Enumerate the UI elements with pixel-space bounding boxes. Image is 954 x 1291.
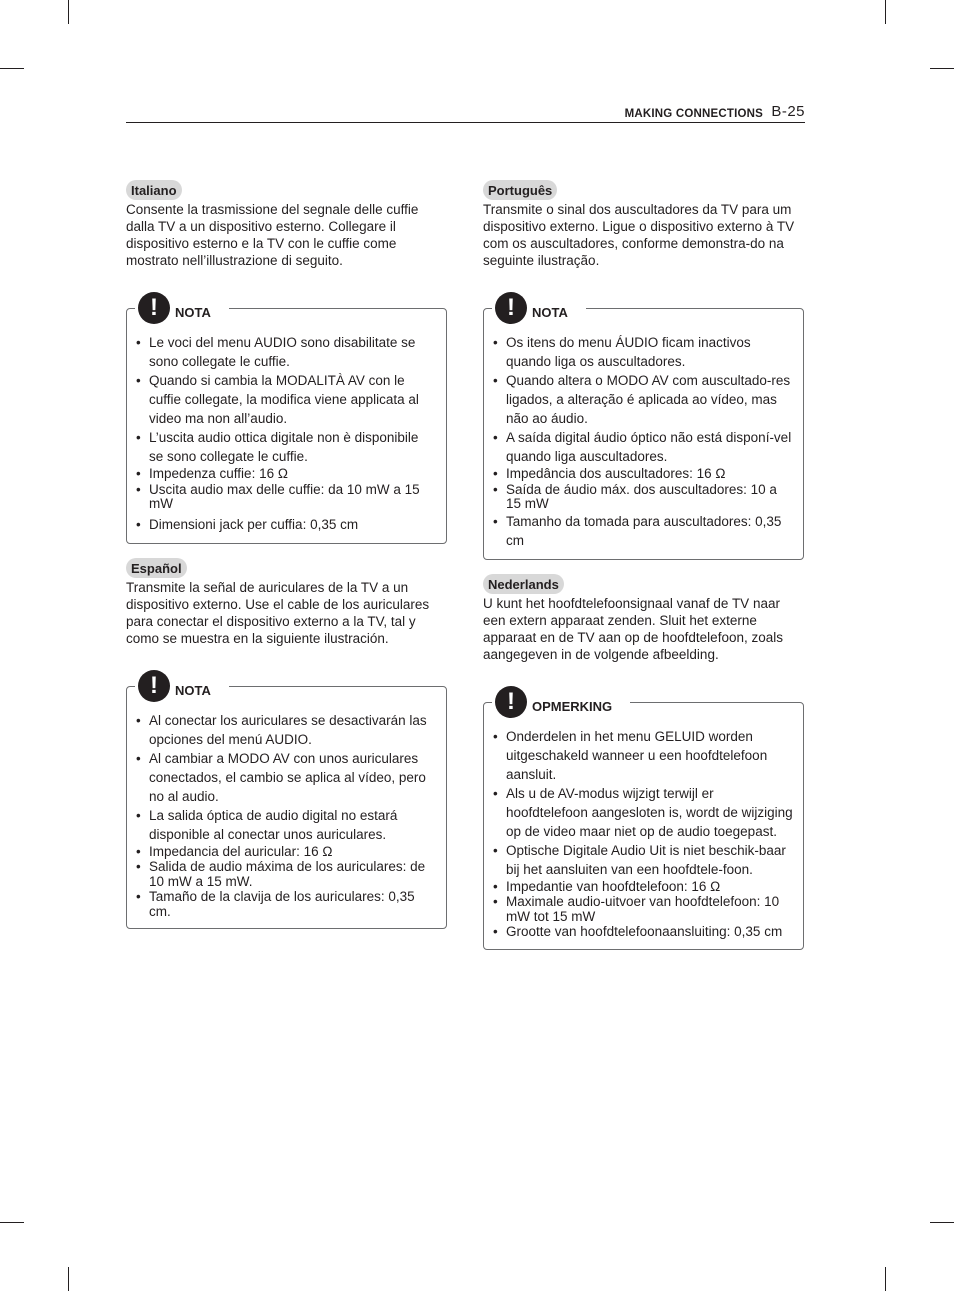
crop-mark: [930, 1222, 954, 1223]
note-item: • Quando si cambia la MODALITÀ AV con le cuffie collegate, la modifica viene applicata al video ma non all’audio.: [136, 371, 436, 428]
note-item: • Grootte van hoofdtelefoonaansluiting: 0,35 cm: [493, 925, 793, 940]
note-item: • Os itens do menu ÁUDIO ficam inactivos quando liga os auscultadores.: [493, 333, 793, 371]
note-item: • Salida de audio máxima de los auriculares: de 10 mW a 15 mW.: [136, 860, 436, 889]
note-list: [136, 711, 436, 920]
exclamation-icon: !: [138, 670, 170, 702]
note-item: • Optische Digitale Audio Uit is niet beschik-baar bij het aansluiten van een hoofdtele-foon.: [493, 841, 793, 879]
note-item: • La salida óptica de audio digital no estará disponible al conectar unos auriculares.: [136, 806, 436, 844]
note-item: • Onderdelen in het menu GELUID worden uitgeschakeld wanneer u een hoofdtelefoon aansluit.: [493, 727, 793, 784]
note-list: [493, 333, 793, 550]
note-item: • Impedância dos auscultadores: 16 Ω: [493, 467, 793, 482]
crop-mark: [885, 1267, 886, 1291]
crop-mark: [0, 68, 24, 69]
note-box: [126, 293, 447, 544]
crop-mark: [68, 1267, 69, 1291]
note-item: • Saída de áudio máx. dos auscultadores: 10 a 15 mW: [493, 483, 793, 512]
note-heading: [492, 685, 630, 719]
note-list: [136, 333, 436, 534]
note-content: [126, 686, 447, 930]
note-item: • L’uscita audio ottica digitale non è disponibile se sono collegate le cuffie.: [136, 428, 436, 466]
note-title: NOTA: [175, 305, 211, 320]
note-item: • Quando altera o MODO AV com auscultado-res ligados, a alteração é aplicada ao vídeo, mas não ao áudio.: [493, 371, 793, 428]
section-text: Transmite la señal de auriculares de la TV a un dispositivo externo. Use el cable de los auriculares para conectar el dispositivo externo a la TV, tal y como se muestra en la siguiente ilustración.: [126, 579, 430, 646]
section-text: Transmite o sinal dos auscultadores da TV para um dispositivo externo. Ligue o dispositivo externo à TV com os auscultadores, conforme demonstra-do na seguinte ilustração.: [483, 202, 795, 268]
exclamation-icon: !: [138, 292, 170, 324]
note-item: • Maximale audio-uitvoer van hoofdtelefoon: 10 mW tot 15 mW: [493, 895, 793, 924]
note-content: [483, 308, 804, 560]
crop-mark: [930, 68, 954, 69]
note-item: • A saída digital áudio óptico não está disponí-vel quando liga auscultadores.: [493, 428, 793, 466]
language-badge: Español: [126, 558, 187, 578]
note-content: [126, 308, 447, 544]
note-item: • Tamaño de la clavija de los auriculares: 0,35 cm.: [136, 890, 436, 919]
note-item: • Uscita audio max delle cuffie: da 10 mW a 15 mW: [136, 483, 436, 512]
note-box: [483, 687, 804, 950]
language-badge: Português: [483, 180, 557, 200]
section-text: U kunt het hoofdtelefoonsignaal vanaf de TV naar een extern apparaat zenden. Sluit het externe apparaat en de TV aan op de hoofdtelefoon, zoals aangegeven in de volgende afbeelding.: [483, 595, 783, 662]
note-title: NOTA: [175, 682, 211, 698]
note-heading: [135, 291, 229, 325]
note-item: • Impedancia del auricular: 16 Ω: [136, 845, 436, 860]
right-column: [483, 180, 804, 950]
note-title: NOTA: [532, 305, 568, 320]
crop-mark: [68, 0, 69, 24]
note-item: • Le voci del menu AUDIO sono disabilitate se sono collegate le cuffie.: [136, 333, 436, 371]
section-espanol: [126, 558, 447, 930]
note-item: • Tamanho da tomada para auscultadores: 0,35 cm: [493, 512, 793, 550]
note-content: [483, 702, 804, 950]
language-badge: Nederlands: [483, 574, 564, 594]
page-header: [126, 100, 805, 123]
note-title: OPMERKING: [532, 698, 613, 714]
note-item: • Impedenza cuffie: 16 Ω: [136, 467, 436, 482]
note-item: • Al conectar los auriculares se desactivarán las opciones del menú AUDIO.: [136, 711, 436, 749]
section-title: MAKING CONNECTIONS: [624, 108, 763, 120]
section-text: Consente la trasmissione del segnale delle cuffie dalla TV a un dispositivo esterno. Collegare il dispositivo esterno e la TV con le cuffie come mostrato nell’illustrazione di seguito.: [126, 202, 419, 268]
note-box: [483, 293, 804, 560]
note-item: • Dimensioni jack per cuffia: 0,35 cm: [136, 515, 436, 534]
exclamation-icon: !: [495, 292, 527, 324]
section-nederlands: [483, 574, 804, 950]
note-item: • Impedantie van hoofdtelefoon: 16 Ω: [493, 880, 793, 895]
crop-mark: [0, 1222, 24, 1223]
exclamation-icon: !: [495, 686, 527, 718]
note-item: • Als u de AV-modus wijzigt terwijl er hoofdtelefoon aangesloten is, wordt de wijziging op de video maar niet op de audio toegepast.: [493, 784, 793, 841]
crop-mark: [885, 0, 886, 24]
note-heading: [135, 669, 229, 703]
note-box: [126, 671, 447, 930]
left-column: [126, 180, 447, 929]
note-item: • Al cambiar a MODO AV con unos auriculares conectados, el cambio se aplica al vídeo, pero no al audio.: [136, 749, 436, 806]
page-number: B-25: [771, 103, 805, 120]
section-italiano: [126, 180, 447, 544]
section-portugues: [483, 180, 804, 560]
note-heading: [492, 291, 586, 325]
language-badge: Italiano: [126, 180, 182, 200]
note-list: [493, 727, 793, 940]
